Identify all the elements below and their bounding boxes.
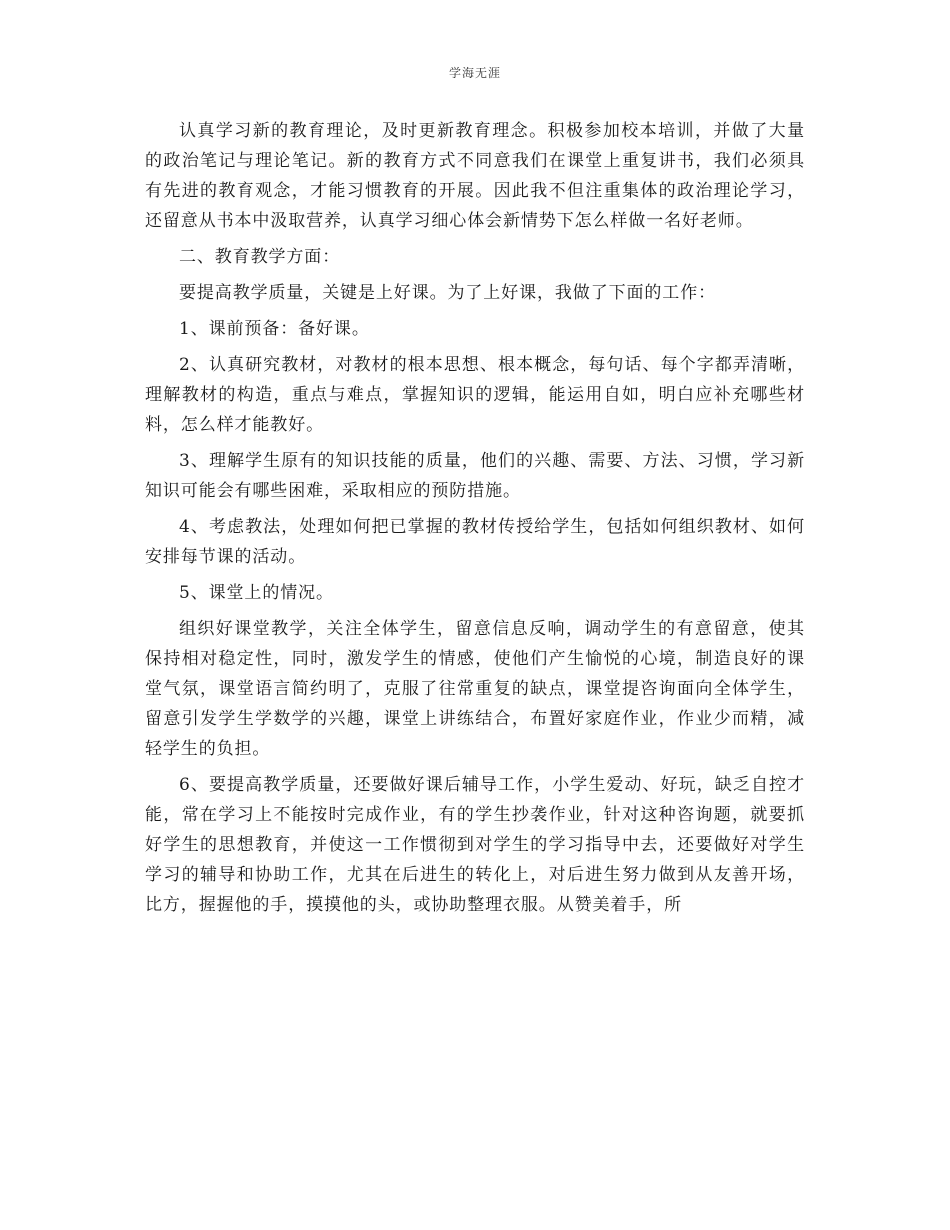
list-item-6: 6、要提高教学质量，还要做好课后辅导工作，小学生爱动、好玩，缺乏自控才能，常在学习上不能按时完成作业，有的学生抄袭作业，针对这种咨询题，就要抓好学生的思想教育，并使这一工作惯彻到对学生的学习指导中去，还要做好对学生学习的辅导和协助工作，尤其在后进生的转化上，对后进生努力做到从友善开场，比方，握握他的手，摸摸他的头，或协助整理衣服。从赞美着手，所 xyxy=(145,775,805,915)
document-body xyxy=(145,116,805,926)
list-item-5: 5、课堂上的情况。 xyxy=(179,583,334,603)
paragraph-teaching-intro: 要提高教学质量，关键是上好课。为了上好课，我做了下面的工作： xyxy=(179,283,716,303)
page-header: 学海无涯 xyxy=(448,66,501,80)
paragraph-study-theory: 认真学习新的教育理论，及时更新教育理念。积极参加校本培训，并做了大量的政治笔记与理论笔记。新的教育方式不同意我们在课堂上重复讲书，我们必须具有先进的教育观念，才能习惯教育的开展。因此我不但注重集体的政治理论学习，还留意从书本中汲取营养，认真学习细心体会新情势下怎么样做一名好老师。 xyxy=(145,121,805,231)
section-heading-teaching: 二、教育教学方面： xyxy=(179,247,341,267)
list-item-4: 4、考虑教法，处理如何把已掌握的教材传授给学生，包括如何组织教材、如何安排每节课的活动。 xyxy=(145,517,805,567)
paragraph-classroom: 组织好课堂教学，关注全体学生，留意信息反响，调动学生的有意留意，使其保持相对稳定性，同时，激发学生的情感，使他们产生愉悦的心境，制造良好的课堂气氛，课堂语言简约明了，克服了往常重复的缺点，课堂提咨询面向全体学生，留意引发学生学数学的兴趣，课堂上讲练结合，布置好家庭作业，作业少而精，减轻学生的负担。 xyxy=(145,619,805,759)
list-item-1: 1、课前预备：备好课。 xyxy=(179,319,370,339)
list-item-3: 3、理解学生原有的知识技能的质量，他们的兴趣、需要、方法、习惯，学习新知识可能会有哪些困难，采取相应的预防措施。 xyxy=(145,451,805,501)
list-item-2: 2、认真研究教材，对教材的根本思想、根本概念，每句话、每个字都弄清晰，理解教材的构造，重点与难点，掌握知识的逻辑，能运用自如，明白应补充哪些材料，怎么样才能教好。 xyxy=(145,355,805,435)
